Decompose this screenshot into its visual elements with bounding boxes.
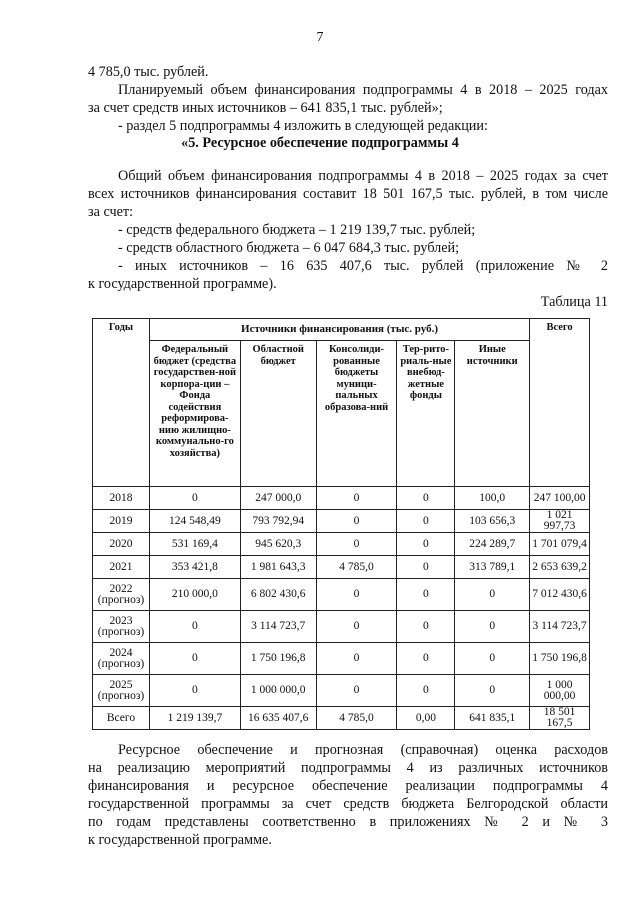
value-cell: 0	[397, 611, 455, 643]
value-cell: 18 501 167,5	[530, 707, 590, 730]
year-cell: 2025 (прогноз)	[93, 675, 150, 707]
value-cell: 945 620,3	[240, 533, 316, 556]
body-line: за счет:	[88, 204, 134, 220]
header-total: Всего	[530, 319, 590, 487]
closing-line: финансирования и ресурсное обеспечение реализации подпрограммы 4	[88, 778, 608, 794]
header-municipal: Консолиди-рованные бюджеты муници-пальных образова-ний	[316, 341, 397, 487]
value-cell: 247 100,00	[530, 487, 590, 510]
table-row	[93, 675, 590, 707]
table-row	[93, 556, 590, 579]
value-cell: 793 792,94	[240, 510, 316, 533]
body-line: Общий объем финансирования подпрограммы 4 в 2018 – 2025 годах за счет	[118, 168, 608, 184]
year-cell: 2023 (прогноз)	[93, 611, 150, 643]
value-cell: 0	[455, 643, 530, 675]
value-cell: 1 000 000,0	[240, 675, 316, 707]
value-cell: 2 653 639,2	[530, 556, 590, 579]
year-cell: 2021	[93, 556, 150, 579]
table-row	[93, 533, 590, 556]
value-cell: 1 000 000,00	[530, 675, 590, 707]
header-years: Годы	[93, 319, 150, 487]
value-cell: 1 021 997,73	[530, 510, 590, 533]
body-line: всех источников финансирования составит 18 501 167,5 тыс. рублей, в том числе	[88, 186, 608, 202]
value-cell: 124 548,49	[149, 510, 240, 533]
value-cell: 0	[455, 675, 530, 707]
intro-line: Планируемый объем финансирования подпрограммы 4 в 2018 – 2025 годах	[118, 82, 608, 98]
table-row	[93, 643, 590, 675]
value-cell: 641 835,1	[455, 707, 530, 730]
value-cell: 1 750 196,8	[240, 643, 316, 675]
value-cell: 0	[149, 487, 240, 510]
value-cell: 210 000,0	[149, 579, 240, 611]
value-cell: 1 981 643,3	[240, 556, 316, 579]
header-federal: Федеральный бюджет (средства государствен-ной корпора-ции – Фонда содействия реформирова-нию жилищно-коммунально-го хозяйства)	[149, 341, 240, 487]
year-cell: 2022 (прогноз)	[93, 579, 150, 611]
value-cell: 0	[455, 579, 530, 611]
table-row	[93, 510, 590, 533]
value-cell: 224 289,7	[455, 533, 530, 556]
intro-line: - раздел 5 подпрограммы 4 изложить в следующей редакции:	[118, 118, 488, 134]
value-cell: 0	[397, 675, 455, 707]
value-cell: 16 635 407,6	[240, 707, 316, 730]
body-line: - средств федерального бюджета – 1 219 139,7 тыс. рублей;	[118, 222, 476, 238]
table-row	[93, 611, 590, 643]
value-cell: 0	[316, 510, 397, 533]
value-cell: 0	[149, 643, 240, 675]
value-cell: 3 114 723,7	[240, 611, 316, 643]
closing-line: Ресурсное обеспечение и прогнозная (справочная) оценка расходов	[118, 742, 608, 758]
value-cell: 103 656,3	[455, 510, 530, 533]
value-cell: 3 114 723,7	[530, 611, 590, 643]
body-line: - иных источников – 16 635 407,6 тыс. рублей (приложение № 2	[118, 258, 608, 274]
closing-line: к государственной программе.	[88, 832, 272, 848]
value-cell: 6 802 430,6	[240, 579, 316, 611]
value-cell: 100,0	[455, 487, 530, 510]
table-row	[93, 579, 590, 611]
value-cell: 0	[316, 579, 397, 611]
value-cell: 4 785,0	[316, 556, 397, 579]
value-cell: 247 000,0	[240, 487, 316, 510]
value-cell: 0,00	[397, 707, 455, 730]
header-extrabudget: Тер-рито-риаль-ные внебюд-жетные фонды	[397, 341, 455, 487]
body-line: - средств областного бюджета – 6 047 684,3 тыс. рублей;	[118, 240, 460, 256]
value-cell: 313 789,1	[455, 556, 530, 579]
value-cell: 0	[397, 643, 455, 675]
value-cell: 0	[316, 643, 397, 675]
year-cell: Всего	[93, 707, 150, 730]
year-cell: 2020	[93, 533, 150, 556]
page-number: 7	[316, 30, 324, 45]
funding-table	[92, 318, 590, 730]
value-cell: 0	[316, 611, 397, 643]
year-cell: 2019	[93, 510, 150, 533]
value-cell: 0	[397, 533, 455, 556]
value-cell: 0	[316, 487, 397, 510]
table-row	[93, 487, 590, 510]
body-line: к государственной программе).	[88, 276, 277, 292]
table-row	[93, 707, 590, 730]
value-cell: 0	[149, 675, 240, 707]
closing-line: по годам представлены соответственно в приложениях № 2 и № 3	[88, 814, 608, 830]
value-cell: 1 701 079,4	[530, 533, 590, 556]
value-cell: 1 750 196,8	[530, 643, 590, 675]
value-cell: 353 421,8	[149, 556, 240, 579]
value-cell: 0	[316, 675, 397, 707]
year-cell: 2018	[93, 487, 150, 510]
header-other: Иные источники	[455, 341, 530, 487]
closing-line: государственной программы за счет средств бюджета Белгородской области	[88, 796, 608, 812]
value-cell: 0	[316, 533, 397, 556]
table-label: Таблица 11	[540, 294, 608, 310]
value-cell: 1 219 139,7	[149, 707, 240, 730]
value-cell: 0	[455, 611, 530, 643]
value-cell: 0	[149, 611, 240, 643]
header-sources: Источники финансирования (тыс. руб.)	[149, 319, 529, 341]
value-cell: 0	[397, 556, 455, 579]
value-cell: 0	[397, 487, 455, 510]
section-title: «5. Ресурсное обеспечение подпрограммы 4	[181, 135, 459, 151]
intro-line: 4 785,0 тыс. рублей.	[88, 64, 209, 80]
header-regional: Областной бюджет	[240, 341, 316, 487]
intro-line: за счет средств иных источников – 641 835,1 тыс. рублей»;	[88, 100, 443, 116]
value-cell: 0	[397, 510, 455, 533]
value-cell: 531 169,4	[149, 533, 240, 556]
closing-line: на реализацию мероприятий подпрограммы 4 из различных источников	[88, 760, 608, 776]
value-cell: 7 012 430,6	[530, 579, 590, 611]
value-cell: 0	[397, 579, 455, 611]
year-cell: 2024 (прогноз)	[93, 643, 150, 675]
value-cell: 4 785,0	[316, 707, 397, 730]
